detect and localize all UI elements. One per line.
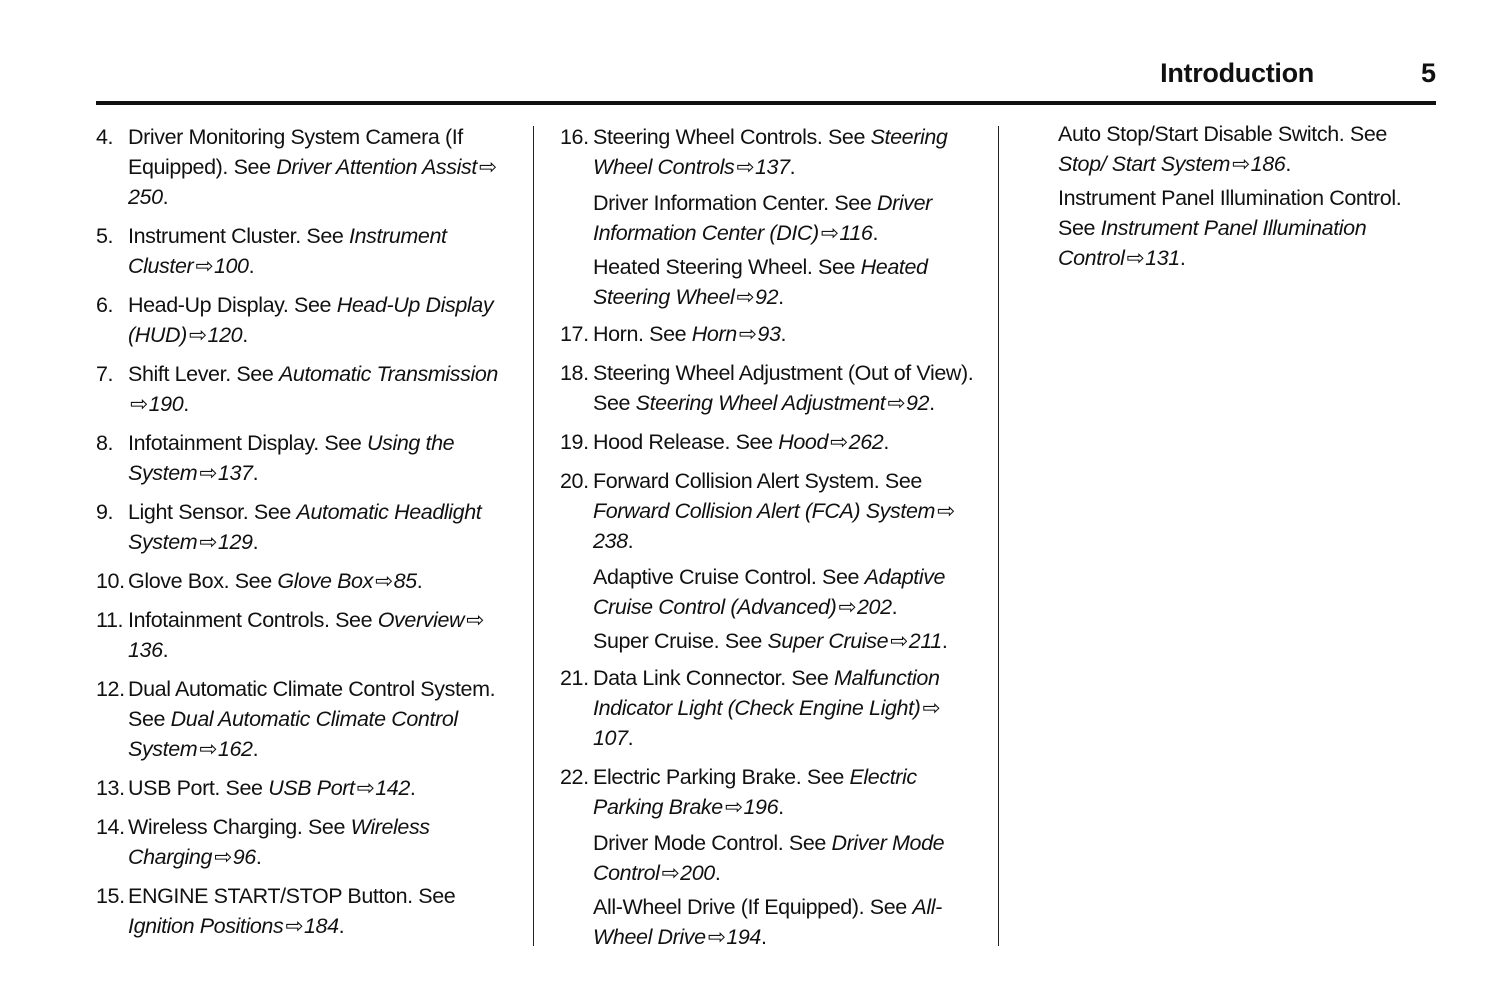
list-subitem: Auto Stop/Start Disable Switch. See Stop/ Start System⇨186.	[1058, 119, 1436, 179]
page-arrow-icon: ⇨	[478, 155, 497, 179]
page-arrow-icon: ⇨	[285, 914, 303, 938]
item-body: Horn. See Horn⇨93.	[593, 319, 978, 349]
page-reference[interactable]: 238	[593, 529, 628, 553]
list-subitem: All-Wheel Drive (If Equipped). See All-Wheel Drive⇨194.	[560, 892, 978, 952]
list-item	[96, 773, 516, 803]
item-text: Dual Automatic Climate Control System. See	[128, 677, 496, 731]
page-reference[interactable]: 194	[726, 925, 761, 949]
cross-reference-link[interactable]: USB Port	[268, 776, 355, 800]
cross-reference-link[interactable]: Malfunction Indicator Light (Check Engine Light)	[593, 666, 940, 720]
item-number: 21.	[560, 666, 589, 690]
cross-reference-link[interactable]: Instrument Cluster	[128, 224, 447, 278]
page-arrow-icon: ⇨	[188, 323, 207, 347]
page-arrow-icon: ⇨	[199, 737, 217, 761]
page-reference[interactable]: 136	[128, 638, 163, 662]
page-reference[interactable]: 211	[908, 629, 942, 653]
item-text: Data Link Connector. See	[593, 666, 834, 690]
item-number: 4.	[96, 125, 114, 149]
page-reference[interactable]: 262	[848, 430, 884, 454]
item-body: Head-Up Display. See Head-Up Display (HUD)⇨120.	[128, 290, 516, 350]
list-item	[560, 466, 978, 556]
page-arrow-icon: ⇨	[466, 608, 484, 632]
item-text: Head-Up Display. See	[128, 293, 337, 317]
page-arrow-icon: ⇨	[724, 795, 743, 819]
page-arrow-icon: ⇨	[890, 629, 908, 653]
page-reference[interactable]: 190	[148, 392, 184, 416]
list-item	[560, 122, 978, 182]
item-body: ENGINE START/STOP Button. See Ignition Positions⇨184.	[128, 881, 516, 941]
item-body: Electric Parking Brake. See Electric Parking Brake⇨196.	[593, 762, 978, 822]
page-reference[interactable]: 162	[217, 737, 253, 761]
item-body: Instrument Cluster. See Instrument Cluster⇨100.	[128, 221, 516, 281]
item-body: Wireless Charging. See Wireless Charging⇨96.	[128, 812, 516, 872]
section-title: Introduction	[1160, 58, 1314, 88]
list-subitem: Heated Steering Wheel. See Heated Steering Wheel⇨92.	[560, 252, 978, 312]
item-body: Data Link Connector. See Malfunction Indicator Light (Check Engine Light)⇨107.	[593, 666, 941, 750]
page-reference[interactable]: 202	[856, 595, 892, 619]
page-reference[interactable]: 186	[1250, 152, 1286, 176]
item-text: Hood Release. See	[593, 430, 779, 454]
page-arrow-icon: ⇨	[838, 595, 856, 619]
item-body: Driver Monitoring System Camera (If Equipped). See Driver Attention Assist⇨250.	[128, 125, 497, 209]
item-text: Light Sensor. See	[128, 500, 297, 524]
cross-reference-link[interactable]: Heated Steering Wheel	[593, 255, 928, 309]
page-arrow-icon: ⇨	[214, 845, 232, 869]
list-item	[96, 497, 516, 557]
item-text: Heated Steering Wheel. See	[593, 255, 861, 279]
page-reference[interactable]: 196	[743, 795, 779, 819]
list-subitem: Instrument Panel Illumination Control. See Instrument Panel Illumination Control⇨131.	[1058, 183, 1436, 273]
item-number: 9.	[96, 500, 114, 524]
item-text: Auto Stop/Start Disable Switch. See	[1058, 122, 1387, 146]
list-subitem: Driver Information Center. See Driver Information Center (DIC)⇨116.	[560, 188, 978, 248]
list-item	[96, 881, 516, 941]
item-text: Instrument Cluster. See	[128, 224, 350, 248]
header-rule	[96, 101, 1436, 105]
list-item	[96, 674, 516, 764]
page-arrow-icon: ⇨	[130, 392, 148, 416]
column-divider-right	[998, 126, 999, 946]
cross-reference-link[interactable]: Electric Parking Brake	[593, 765, 917, 819]
item-number: 20.	[560, 469, 589, 493]
cross-reference-link[interactable]: Forward Collision Alert (FCA) System	[593, 499, 936, 523]
item-body: Shift Lever. See Automatic Transmission⇨190.	[128, 359, 516, 419]
item-text: Wireless Charging. See	[128, 815, 351, 839]
list-item	[560, 427, 978, 457]
item-text: Super Cruise. See	[593, 629, 768, 653]
item-number: 8.	[96, 431, 114, 455]
item-number: 5.	[96, 224, 114, 248]
cross-reference-link[interactable]: Steering Wheel Controls	[593, 125, 948, 179]
cross-reference-link[interactable]: Steering Wheel Adjustment	[635, 391, 886, 415]
item-body: Hood Release. See Hood⇨262.	[593, 427, 978, 457]
page-arrow-icon: ⇨	[374, 569, 393, 593]
item-text: Infotainment Controls. See	[128, 608, 378, 632]
page-reference[interactable]: 120	[207, 323, 243, 347]
item-number: 11.	[96, 608, 124, 632]
cross-reference-link[interactable]: Ignition Positions	[128, 914, 284, 938]
column-left	[96, 122, 516, 950]
cross-reference-link[interactable]: All-Wheel Drive	[593, 895, 942, 949]
list-item	[96, 566, 516, 596]
item-text: Glove Box. See	[128, 569, 278, 593]
item-text: Infotainment Display. See	[128, 431, 367, 455]
cross-reference-link[interactable]: Glove Box	[277, 569, 373, 593]
column-right	[1058, 122, 1436, 280]
item-text: Driver Information Center. See	[593, 191, 877, 215]
list-item	[96, 605, 516, 665]
cross-reference-link[interactable]: Driver Attention Assist	[276, 155, 477, 179]
page-arrow-icon: ⇨	[922, 696, 941, 720]
cross-reference-link[interactable]: Stop/ Start System	[1058, 152, 1231, 176]
page-reference[interactable]: 142	[375, 776, 410, 800]
page-arrow-icon: ⇨	[356, 776, 375, 800]
page-reference[interactable]: 200	[680, 861, 715, 885]
page-arrow-icon: ⇨	[887, 391, 905, 415]
list-item	[560, 319, 978, 349]
cross-reference-link[interactable]: Using the System	[128, 431, 455, 485]
item-text: Electric Parking Brake. See	[593, 765, 850, 789]
item-number: 12.	[96, 677, 125, 701]
column-middle	[560, 122, 978, 959]
item-body: Infotainment Controls. See Overview⇨136.	[128, 605, 516, 665]
item-body: Steering Wheel Adjustment (Out of View). See Steering Wheel Adjustment⇨92.	[593, 358, 978, 418]
item-number: 16.	[560, 125, 589, 149]
item-number: 17.	[560, 322, 589, 346]
item-text: Steering Wheel Adjustment (Out of View). See	[593, 361, 974, 415]
page-arrow-icon: ⇨	[736, 285, 755, 309]
page-reference[interactable]: 85	[393, 569, 417, 593]
page-arrow-icon: ⇨	[1232, 152, 1250, 176]
item-number: 22.	[560, 765, 589, 789]
list-item	[560, 358, 978, 418]
list-item	[96, 221, 516, 281]
item-text: Driver Monitoring System Camera (If Equipped). See	[128, 125, 463, 179]
item-number: 7.	[96, 362, 114, 386]
cross-reference-link[interactable]: Adaptive Cruise Control (Advanced)	[593, 565, 946, 619]
list-item	[96, 359, 516, 419]
page-arrow-icon: ⇨	[195, 254, 213, 278]
item-body: Dual Automatic Climate Control System. See Dual Automatic Climate Control System⇨162.	[128, 674, 516, 764]
column-divider-left	[533, 126, 534, 946]
list-subitem: Super Cruise. See Super Cruise⇨211.	[560, 626, 978, 656]
item-body: Steering Wheel Controls. See Steering Wheel Controls⇨137.	[593, 122, 978, 182]
page-number: 5	[1420, 58, 1436, 88]
cross-reference-link[interactable]: Dual Automatic Climate Control System	[128, 707, 458, 761]
page-arrow-icon: ⇨	[820, 221, 839, 245]
item-text: USB Port. See	[128, 776, 269, 800]
item-body: Glove Box. See Glove Box⇨85.	[128, 566, 516, 596]
list-item	[96, 428, 516, 488]
item-text: Horn. See	[593, 322, 692, 346]
cross-reference-link[interactable]: Wireless Charging	[128, 815, 430, 869]
list-subitem: Driver Mode Control. See Driver Mode Control⇨200.	[560, 828, 978, 888]
item-text: Shift Lever. See	[128, 362, 279, 386]
page-reference[interactable]: 131	[1145, 246, 1180, 270]
item-text: Driver Mode Control. See	[593, 831, 832, 855]
page-arrow-icon: ⇨	[738, 322, 757, 346]
item-body: Light Sensor. See Automatic Headlight System⇨129.	[128, 497, 516, 557]
page-reference[interactable]: 96	[232, 845, 256, 869]
page-header	[96, 58, 1436, 92]
page-reference[interactable]: 184	[303, 914, 339, 938]
item-number: 15.	[96, 884, 125, 908]
cross-reference-link[interactable]: Hood	[778, 430, 829, 454]
cross-reference-link[interactable]: Head-Up Display (HUD)	[128, 293, 494, 347]
cross-reference-link[interactable]: Driver Mode Control	[593, 831, 945, 885]
page-reference[interactable]: 137	[755, 155, 790, 179]
page-arrow-icon: ⇨	[937, 499, 955, 523]
item-body: USB Port. See USB Port⇨142.	[128, 773, 516, 803]
list-item	[560, 762, 978, 822]
item-text: ENGINE START/STOP Button. See	[128, 884, 456, 908]
page-reference[interactable]: 137	[217, 461, 253, 485]
list-item	[96, 122, 516, 212]
page-reference[interactable]: 250	[128, 185, 163, 209]
page-reference[interactable]: 93	[757, 322, 781, 346]
cross-reference-link[interactable]: Horn	[691, 322, 737, 346]
cross-reference-link[interactable]: Instrument Panel Illumination Control	[1058, 216, 1367, 270]
page-reference[interactable]: 92	[755, 285, 779, 309]
item-number: 6.	[96, 293, 114, 317]
list-item	[560, 663, 978, 753]
list-item	[96, 812, 516, 872]
item-body: Infotainment Display. See Using the System⇨137.	[128, 428, 516, 488]
page-reference[interactable]: 92	[906, 391, 930, 415]
item-number: 14.	[96, 815, 125, 839]
item-text: Instrument Panel Illumination Control. See	[1058, 186, 1402, 240]
page-arrow-icon: ⇨	[736, 155, 754, 179]
item-number: 19.	[560, 430, 589, 454]
page-arrow-icon: ⇨	[661, 861, 680, 885]
cross-reference-link[interactable]: Automatic Transmission	[278, 362, 498, 386]
page-arrow-icon: ⇨	[830, 430, 848, 454]
item-number: 18.	[560, 361, 589, 385]
item-text: Forward Collision Alert System. See	[593, 469, 922, 493]
page-arrow-icon: ⇨	[199, 461, 217, 485]
list-subitem: Adaptive Cruise Control. See Adaptive Cruise Control (Advanced)⇨202.	[560, 562, 978, 622]
item-number: 10.	[96, 569, 125, 593]
item-number: 13.	[96, 776, 125, 800]
item-text: Adaptive Cruise Control. See	[593, 565, 865, 589]
page-reference[interactable]: 129	[217, 530, 253, 554]
page-arrow-icon: ⇨	[707, 925, 726, 949]
cross-reference-link[interactable]: Automatic Headlight System	[128, 500, 482, 554]
item-text: All-Wheel Drive (If Equipped). See	[593, 895, 913, 919]
item-text: Steering Wheel Controls. See	[593, 125, 871, 149]
page-arrow-icon: ⇨	[1126, 246, 1145, 270]
list-item	[96, 290, 516, 350]
item-body: Forward Collision Alert System. See Forward Collision Alert (FCA) System⇨238.	[593, 469, 955, 553]
cross-reference-link[interactable]: Driver Information Center (DIC)	[593, 191, 932, 245]
page-reference[interactable]: 100	[213, 254, 249, 278]
cross-reference-link[interactable]: Overview	[377, 608, 465, 632]
cross-reference-link[interactable]: Super Cruise	[767, 629, 889, 653]
page-arrow-icon: ⇨	[199, 530, 217, 554]
page-reference[interactable]: 116	[839, 221, 873, 245]
page-reference[interactable]: 107	[593, 726, 628, 750]
